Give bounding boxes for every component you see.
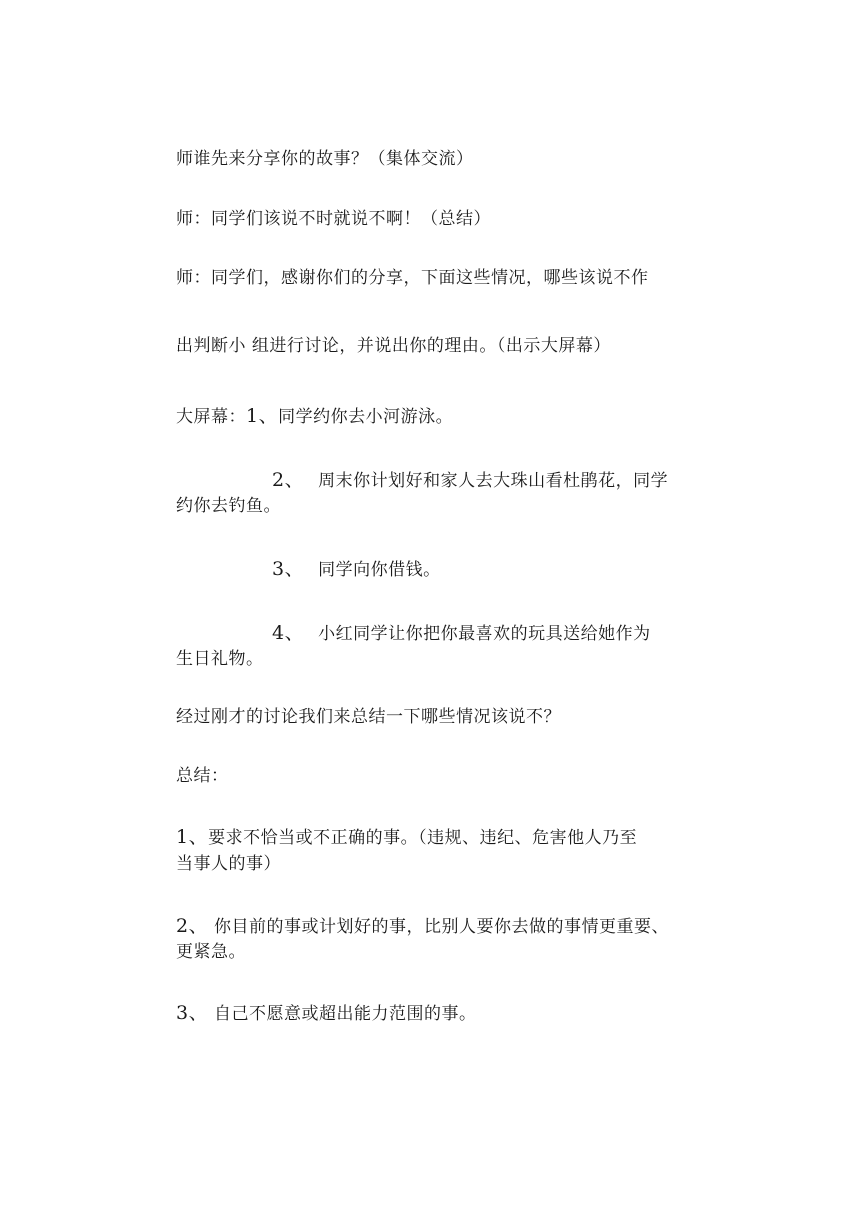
screen-item-3 (176, 557, 696, 583)
summary-item-text: 要求不恰当或不正确的事。（违规、违纪、危害他人乃至 (208, 828, 638, 848)
screen-item-2 (176, 468, 696, 494)
paragraph-question: 经过刚才的讨论我们来总结一下哪些情况该说不？ (176, 707, 561, 727)
paragraph-teacher-discussion: 出判断小 组进行讨论，并说出你的理由。（出示大屏幕） (176, 336, 611, 356)
screen-item-text: 小红同学让你把你最喜欢的玩具送给她作为 (318, 624, 651, 644)
summary-label: 总结： (176, 766, 229, 786)
summary-item-number: 1、 (176, 826, 209, 848)
summary-item-text: 自己不愿意或超出能力范围的事。 (208, 1004, 477, 1024)
screen-item-text: 周末你计划好和家人去大珠山看杜鹃花，同学 (318, 471, 669, 491)
paragraph-teacher-summary: 师：同学们该说不时就说不啊！（总结） (176, 209, 491, 229)
summary-item-number: 2、 (176, 915, 209, 937)
paragraph-teacher-thanks: 师：同学们，感谢你们的分享，下面这些情况，哪些该说不作 (176, 268, 649, 288)
screen-item-2-continuation: 约你去钓鱼。 (176, 496, 281, 516)
summary-item-1-continuation: 当事人的事） (176, 854, 281, 874)
summary-item-3 (176, 1001, 696, 1027)
screen-item-4-continuation: 生日礼物。 (176, 649, 264, 669)
screen-item-number: 3、 (272, 558, 305, 580)
summary-item-text: 你目前的事或计划好的事，比别人要你去做的事情更重要、 (208, 917, 669, 937)
screen-prefix: 大屏幕： (176, 407, 246, 427)
screen-item-number: 2、 (272, 469, 305, 491)
summary-item-2-continuation: 更紧急。 (176, 942, 246, 962)
screen-item-text: 同学向你借钱。 (318, 560, 441, 580)
summary-item-2 (176, 914, 696, 940)
screen-item-number: 4、 (272, 622, 305, 644)
summary-item-1 (176, 825, 696, 851)
summary-item-number: 3、 (176, 1002, 209, 1024)
screen-item-1 (176, 404, 696, 430)
paragraph-teacher-question: 师谁先来分享你的故事？（集体交流） (176, 149, 474, 169)
screen-item-4 (176, 621, 696, 647)
screen-item-number: 1、 (246, 405, 279, 427)
screen-item-text: 同学约你去小河游泳。 (278, 407, 454, 427)
